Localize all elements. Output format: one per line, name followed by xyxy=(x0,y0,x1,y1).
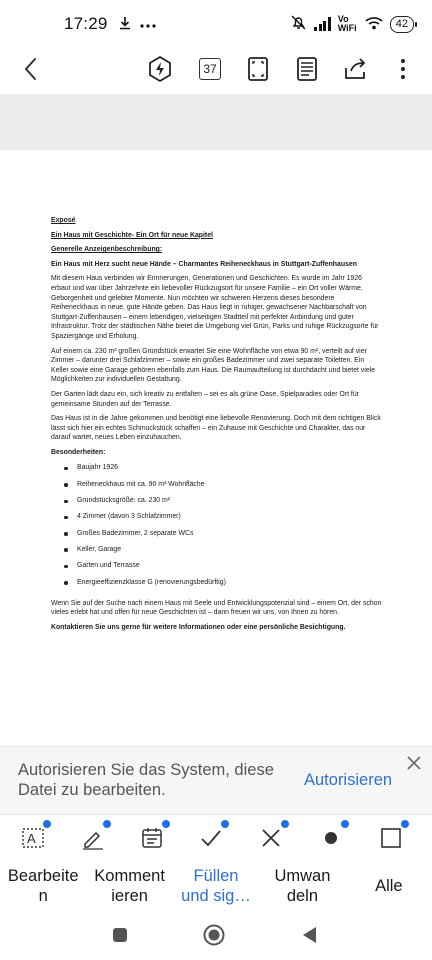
list-item: Grundstücksgröße: ca. 230 m² xyxy=(51,496,383,512)
back-arrow-icon[interactable] xyxy=(16,54,46,84)
subheading: Ein Haus mit Herz sucht neue Hände – Charmantes Reiheneckhaus in Stuttgart-Zuffenhausen xyxy=(51,260,357,268)
document-page[interactable] xyxy=(0,150,432,746)
fullscreen-button[interactable] xyxy=(243,54,273,84)
list-item: Reiheneckhaus mit ca. 90 m² Wohnfläche xyxy=(51,480,383,496)
premium-badge-icon xyxy=(102,819,112,829)
system-nav-bar xyxy=(0,910,432,960)
premium-badge-icon xyxy=(161,819,171,829)
tab-all[interactable] xyxy=(346,860,432,910)
battery-indicator: 42 xyxy=(390,16,414,33)
mute-icon xyxy=(290,14,307,34)
paragraph-2: Auf einem ca. 230 m² großen Grundstück erwartet Sie eine Wohnfläche von etwa 90 m², verteilt auf vier Zimmer – darunter drei Schlafzimmer – sowie ein großes Badezimmer und zwei separate Toiletten. Ein Keller sowie eine Garage gehören ebenfalls zum Haus. Die Raumaufteilung ist durchdacht und bietet viele Möglichkeiten zur individuellen Gestaltung. xyxy=(51,347,376,384)
tab-edit[interactable] xyxy=(0,860,86,910)
cross-tool-button[interactable] xyxy=(256,823,286,853)
page-count: 37 xyxy=(199,58,221,80)
heading-expose: Exposé xyxy=(51,217,76,224)
list-item: Großes Badezimmer, 2 separate WCs xyxy=(51,529,383,545)
vowifi-label: Vo WiFi xyxy=(337,14,357,33)
page-count-button[interactable] xyxy=(195,54,225,84)
tab-label: Umwandeln xyxy=(274,867,331,905)
premium-badge-icon xyxy=(280,819,290,829)
document-content xyxy=(51,216,383,638)
tab-label: Bearbeiten xyxy=(7,867,79,905)
list-item: Energieeffizienzklasse G (renovierungsbedürftig) xyxy=(51,578,383,594)
list-item: Keller, Garage xyxy=(51,545,383,561)
tab-label: Alle xyxy=(375,877,403,895)
paragraph-4: Das Haus ist in die Jahre gekommen und benötigt eine liebevolle Renovierung. Doch mit dem richtigen Blick lässt sich hier ein echtes Schmuckstück schaffen – ein Zuhause mit Geschichte und Charakter, das nur darauf wartet, neues Leben einzuhauchen. xyxy=(51,415,381,442)
bottom-tabs xyxy=(0,860,432,910)
premium-badge-icon xyxy=(42,819,52,829)
banner-message: Autorisieren Sie das System, diese Datei zu bearbeiten. xyxy=(18,761,274,799)
list-item: Baujahr 1926 xyxy=(51,463,383,479)
premium-badge-icon xyxy=(340,819,350,829)
back-nav-button[interactable] xyxy=(296,922,322,948)
recents-button[interactable] xyxy=(107,922,133,948)
home-button[interactable] xyxy=(201,922,227,948)
tab-label: Kommentieren xyxy=(94,867,165,905)
tab-fill-and-sign[interactable] xyxy=(173,860,259,910)
more-options-icon[interactable] xyxy=(388,54,418,84)
clock: 17:29 xyxy=(64,14,108,33)
svg-text:A: A xyxy=(27,831,36,846)
tab-label: Füllen und sig… xyxy=(181,867,251,905)
text-box-tool-button[interactable] xyxy=(18,823,48,853)
signature-tool-button[interactable] xyxy=(78,823,108,853)
list-item: Garten und Terrasse xyxy=(51,561,383,577)
tab-comment[interactable] xyxy=(86,860,172,910)
close-icon[interactable] xyxy=(406,755,422,771)
date-tool-button[interactable] xyxy=(137,823,167,853)
page-gap xyxy=(0,94,432,150)
heading-title: Ein Haus mit Geschichte- Ein Ort für neue Kapitel xyxy=(51,231,213,239)
authorize-banner xyxy=(0,746,432,814)
annotation-tools xyxy=(0,814,432,860)
cell-signal-icon xyxy=(314,17,331,31)
closing-line: Kontaktieren Sie uns gerne für weitere Informationen oder eine persönliche Besichtigung. xyxy=(51,624,346,632)
checkmark-tool-button[interactable] xyxy=(196,823,226,853)
reading-mode-button[interactable] xyxy=(292,54,322,84)
more-notifications-icon xyxy=(140,16,156,32)
heading-general: Generelle Anzeigenbeschreibung: xyxy=(51,246,163,254)
rectangle-tool-button[interactable] xyxy=(376,823,406,853)
features-list xyxy=(51,463,383,593)
status-bar xyxy=(0,0,432,48)
authorize-button[interactable]: Autorisieren xyxy=(304,771,393,789)
paragraph-1: Mit diesem Haus verbinden wir Erinnerungen, Generationen und Geschichten. Es wurde im Jahr 1926 erbaut und war über Jahrzehnte ein liebevoller Rückzugsort für unsere Familie – ein Ort voller Wärme, Geborgenheit und gelebter Momente. Nun möchten wir schweren Herzens dieses besondere Reiheneckhaus in neue, gute Hände geben. Das Haus liegt in ruhiger, gewachsener Nachbarschaft von Stuttgart-Zuffenhausen – einem lebendigen, vielseitigen Stadtteil mit perfekter Anbindung und guter Infrastruktur. Trotz der städtischen Nähe bietet die Umgebung viel Grün, Parks und ruhige Rückzugsorte für Spaziergänge und Erholung. xyxy=(51,275,379,340)
premium-badge-icon xyxy=(220,819,230,829)
tab-convert[interactable] xyxy=(259,860,345,910)
download-icon xyxy=(118,16,132,33)
premium-badge-icon xyxy=(400,819,410,829)
paragraph-5: Wenn Sie auf der Suche nach einem Haus mit Seele und Entwicklungspotenzial sind – einem Ort, der schon vieles erlebt hat und offen für neue Geschichten ist – dann freuen wir uns, von Ihnen zu hören. xyxy=(51,599,382,617)
ai-lightning-button[interactable] xyxy=(145,54,175,84)
list-item: 4 Zimmer (davon 3 Schlafzimmer) xyxy=(51,512,383,528)
top-toolbar xyxy=(0,48,432,92)
share-button[interactable] xyxy=(340,54,370,84)
paragraph-3: Der Garten lädt dazu ein, sich kreativ zu entfalten – sei es als grüne Oase, Spielparadies oder Ort für gemeinsame Stunden auf der Terrasse. xyxy=(51,390,359,408)
dot-tool-button[interactable] xyxy=(316,823,346,853)
wifi-icon xyxy=(365,16,383,33)
features-heading: Besonderheiten: xyxy=(51,448,106,456)
